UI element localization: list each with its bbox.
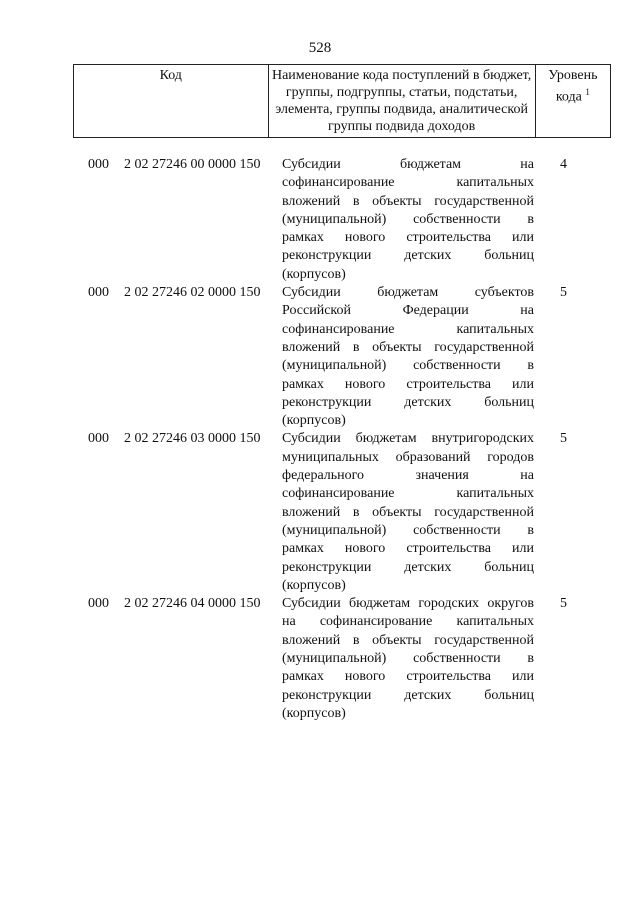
- table-row: [88, 430, 593, 595]
- description-line: Субсидии бюджетам городских округов: [282, 596, 534, 612]
- code-level: 4: [560, 157, 567, 172]
- header-level-footnote: 1: [585, 87, 590, 97]
- description-line: вложений в объекты государственной: [282, 632, 534, 648]
- income-description: [282, 595, 534, 723]
- description-line: вложений в объекты государственной: [282, 193, 534, 209]
- description-line: (корпусов): [282, 577, 346, 593]
- page-number: 528: [308, 40, 332, 56]
- admin-code: 000: [88, 157, 109, 172]
- table-row: [88, 595, 593, 723]
- description-line: (корпусов): [282, 413, 346, 429]
- description-line: муниципальных образований городов: [282, 449, 534, 465]
- header-code: Код: [74, 65, 269, 138]
- description-line: (муниципальной) собственности в: [282, 522, 534, 538]
- budget-code: 2 02 27246 00 0000 150: [124, 157, 261, 172]
- description-line: рамках нового строительства или: [282, 669, 534, 685]
- table-row: [88, 156, 593, 284]
- description-line: реконструкции детских больниц: [282, 687, 534, 703]
- admin-code: 000: [88, 285, 109, 301]
- income-description: [282, 284, 534, 430]
- budget-code: 2 02 27246 02 0000 150: [124, 285, 261, 301]
- table-header: [73, 64, 611, 138]
- description-line: (корпусов): [282, 705, 346, 721]
- description-line: Российской Федерации на: [282, 303, 534, 319]
- description-line: вложений в объекты государственной: [282, 504, 534, 520]
- admin-code: 000: [88, 596, 109, 612]
- description-line: рамках нового строительства или: [282, 376, 534, 392]
- table-row: [88, 284, 593, 430]
- code-level: 5: [560, 285, 567, 301]
- description-line: рамках нового строительства или: [282, 230, 534, 246]
- description-line: софинансирование капитальных: [282, 175, 534, 191]
- description-line: (муниципальной) собственности в: [282, 358, 534, 374]
- description-line: федерального значения на: [282, 468, 534, 484]
- description-line: реконструкции детских больниц: [282, 394, 534, 410]
- description-line: (муниципальной) собственности в: [282, 651, 534, 667]
- description-line: софинансирование капитальных: [282, 321, 534, 337]
- description-line: софинансирование капитальных: [282, 486, 534, 502]
- admin-code: 000: [88, 431, 109, 447]
- description-line: вложений в объекты государственной: [282, 339, 534, 355]
- description-line: реконструкции детских больниц: [282, 248, 534, 264]
- header-level: [535, 65, 610, 138]
- budget-code: 2 02 27246 04 0000 150: [124, 596, 261, 612]
- description-line: рамках нового строительства или: [282, 541, 534, 557]
- code-rows: [88, 156, 593, 723]
- description-line: (муниципальной) собственности в: [282, 211, 534, 227]
- description-line: Субсидии бюджетам субъектов: [282, 285, 534, 301]
- code-level: 5: [560, 596, 567, 612]
- description-line: на софинансирование капитальных: [282, 614, 534, 630]
- code-level: 5: [560, 431, 567, 447]
- header-level-label: Уровень кода: [548, 68, 598, 105]
- header-name: Наименование кода поступлений в бюджет, группы, подгруппы, статьи, подстатьи, элемента, группы подвида, аналитической группы подвида доходов: [268, 65, 535, 138]
- description-line: Субсидии бюджетам внутригородских: [282, 431, 534, 447]
- budget-code: 2 02 27246 03 0000 150: [124, 431, 261, 447]
- description-line: Субсидии бюджетам на: [282, 157, 534, 172]
- description-line: реконструкции детских больниц: [282, 559, 534, 575]
- income-description: [282, 430, 534, 595]
- income-description: [282, 156, 534, 284]
- description-line: (корпусов): [282, 266, 346, 282]
